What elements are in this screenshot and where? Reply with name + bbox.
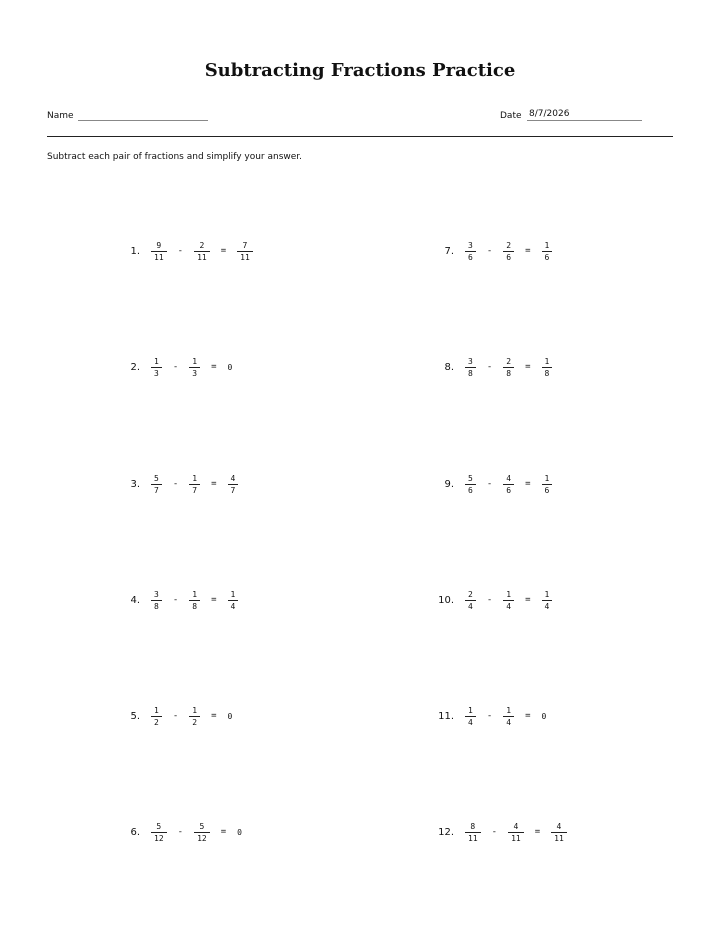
subtrahend-fraction	[503, 356, 514, 379]
header-divider	[47, 136, 673, 137]
minus-sign: -	[486, 595, 493, 605]
numerator: 2	[468, 589, 473, 599]
date-field-line	[527, 120, 642, 121]
minus-sign: -	[177, 827, 184, 837]
numerator: 1	[154, 705, 159, 715]
date-value[interactable]: 8/7/2026	[529, 109, 570, 119]
denominator: 7	[228, 484, 239, 496]
numerator: 1	[154, 356, 159, 366]
equals-sign: =	[211, 595, 217, 605]
minuend-fraction	[151, 240, 167, 263]
denominator: 11	[151, 251, 167, 263]
answer-fraction	[542, 240, 553, 263]
minuend-fraction	[151, 356, 162, 379]
answer-fraction	[542, 589, 553, 612]
answer-fraction	[551, 821, 567, 844]
numerator: 1	[192, 705, 198, 715]
problem-number: 6.	[130, 826, 140, 838]
answer-value: 0	[237, 827, 242, 837]
denominator: 4	[228, 600, 239, 612]
numerator: 3	[468, 356, 473, 366]
denominator: 11	[551, 832, 567, 844]
minus-sign: -	[491, 827, 498, 837]
equals-sign: =	[525, 362, 531, 372]
denominator: 8	[503, 367, 514, 379]
subtrahend-fraction	[503, 473, 514, 496]
problem-item	[110, 701, 237, 731]
minus-sign: -	[486, 711, 493, 721]
problem-number: 5.	[130, 710, 140, 722]
minus-sign: -	[172, 595, 179, 605]
denominator: 11	[508, 832, 524, 844]
numerator: 1	[192, 589, 198, 599]
denominator: 8	[189, 600, 200, 612]
denominator: 4	[503, 600, 514, 612]
problem-item	[424, 817, 572, 847]
numerator: 2	[506, 356, 512, 366]
minuend-fraction	[151, 821, 167, 844]
problem-item	[110, 817, 247, 847]
name-label: Name	[47, 111, 74, 121]
numerator: 4	[230, 473, 236, 483]
minuend-fraction	[465, 240, 476, 263]
denominator: 3	[189, 367, 200, 379]
equals-sign: =	[211, 711, 217, 721]
problem-number: 1.	[130, 245, 140, 257]
minus-sign: -	[172, 711, 179, 721]
numerator: 1	[544, 240, 550, 250]
denominator: 7	[189, 484, 200, 496]
answer-value: 0	[227, 711, 233, 721]
numerator: 1	[192, 356, 198, 366]
denominator: 4	[503, 716, 514, 728]
denominator: 8	[465, 367, 476, 379]
numerator: 1	[544, 356, 550, 366]
subtrahend-fraction	[503, 705, 514, 728]
subtrahend-fraction	[189, 473, 200, 496]
minuend-fraction	[465, 589, 476, 612]
problem-number: 8.	[444, 361, 454, 373]
denominator: 2	[189, 716, 200, 728]
numerator: 4	[506, 473, 512, 483]
problem-item	[424, 236, 557, 266]
minus-sign: -	[486, 479, 493, 489]
minus-sign: -	[486, 246, 493, 256]
subtrahend-fraction	[503, 589, 514, 612]
subtrahend-fraction	[194, 821, 210, 844]
problem-number: 3.	[130, 478, 140, 490]
denominator: 6	[542, 484, 553, 496]
denominator: 6	[465, 484, 476, 496]
problem-number: 7.	[444, 245, 454, 257]
equals-sign: =	[534, 827, 541, 837]
equals-sign: =	[220, 246, 227, 256]
worksheet-title: Subtracting Fractions Practice	[204, 60, 516, 81]
numerator: 1	[192, 473, 198, 483]
denominator: 2	[151, 716, 162, 728]
denominator: 8	[542, 367, 553, 379]
denominator: 6	[503, 251, 514, 263]
equals-sign: =	[525, 246, 531, 256]
denominator: 4	[465, 716, 476, 728]
numerator: 5	[156, 821, 162, 831]
numerator: 1	[544, 473, 550, 483]
answer-value: 0	[227, 362, 233, 372]
numerator: 4	[556, 821, 562, 831]
problem-item	[424, 352, 557, 382]
name-field-line[interactable]	[78, 120, 208, 121]
problem-item	[110, 469, 243, 499]
numerator: 7	[242, 240, 248, 250]
subtrahend-fraction	[503, 240, 514, 263]
equals-sign: =	[211, 479, 217, 489]
numerator: 9	[156, 240, 162, 250]
minuend-fraction	[465, 821, 481, 844]
answer-value: 0	[541, 711, 547, 721]
answer-fraction	[228, 589, 239, 612]
numerator: 5	[468, 473, 473, 483]
problem-number: 10.	[438, 594, 454, 606]
denominator: 6	[542, 251, 553, 263]
subtrahend-fraction	[189, 589, 200, 612]
minuend-fraction	[465, 705, 476, 728]
denominator: 11	[237, 251, 253, 263]
denominator: 11	[194, 251, 210, 263]
problem-number: 2.	[130, 361, 140, 373]
answer-fraction	[542, 473, 553, 496]
minuend-fraction	[465, 356, 476, 379]
denominator: 3	[151, 367, 162, 379]
problem-number: 12.	[438, 826, 454, 838]
numerator: 1	[544, 589, 550, 599]
equals-sign: =	[525, 479, 531, 489]
equals-sign: =	[211, 362, 217, 372]
minus-sign: -	[172, 479, 179, 489]
numerator: 1	[230, 589, 236, 599]
numerator: 3	[468, 240, 473, 250]
problem-number: 11.	[438, 710, 454, 722]
minus-sign: -	[172, 362, 179, 372]
numerator: 5	[154, 473, 159, 483]
subtrahend-fraction	[508, 821, 524, 844]
denominator: 7	[151, 484, 162, 496]
problem-item	[110, 585, 243, 615]
minus-sign: -	[486, 362, 493, 372]
problem-item	[110, 236, 258, 266]
numerator: 5	[199, 821, 205, 831]
problem-number: 4.	[130, 594, 140, 606]
minus-sign: -	[177, 246, 184, 256]
date-label: Date	[500, 111, 522, 121]
numerator: 4	[513, 821, 519, 831]
denominator: 4	[465, 600, 476, 612]
subtrahend-fraction	[194, 240, 210, 263]
subtrahend-fraction	[189, 356, 200, 379]
instructions: Subtract each pair of fractions and simplify your answer.	[47, 152, 303, 162]
answer-fraction	[542, 356, 553, 379]
minuend-fraction	[151, 473, 162, 496]
denominator: 8	[151, 600, 162, 612]
denominator: 6	[465, 251, 476, 263]
problem-number: 9.	[444, 478, 454, 490]
equals-sign: =	[220, 827, 227, 837]
minuend-fraction	[151, 705, 162, 728]
equals-sign: =	[525, 595, 531, 605]
problem-item	[110, 352, 237, 382]
denominator: 6	[503, 484, 514, 496]
numerator: 1	[506, 589, 512, 599]
numerator: 1	[506, 705, 512, 715]
minuend-fraction	[465, 473, 476, 496]
denominator: 12	[151, 832, 167, 844]
denominator: 4	[542, 600, 553, 612]
answer-fraction	[228, 473, 239, 496]
subtrahend-fraction	[189, 705, 200, 728]
numerator: 1	[468, 705, 473, 715]
numerator: 3	[154, 589, 159, 599]
answer-fraction	[237, 240, 253, 263]
problem-item	[424, 701, 551, 731]
problem-item	[424, 469, 557, 499]
denominator: 12	[194, 832, 210, 844]
minuend-fraction	[151, 589, 162, 612]
denominator: 11	[465, 832, 481, 844]
numerator: 2	[506, 240, 512, 250]
numerator: 8	[470, 821, 476, 831]
equals-sign: =	[525, 711, 531, 721]
problem-item	[424, 585, 557, 615]
numerator: 2	[199, 240, 205, 250]
